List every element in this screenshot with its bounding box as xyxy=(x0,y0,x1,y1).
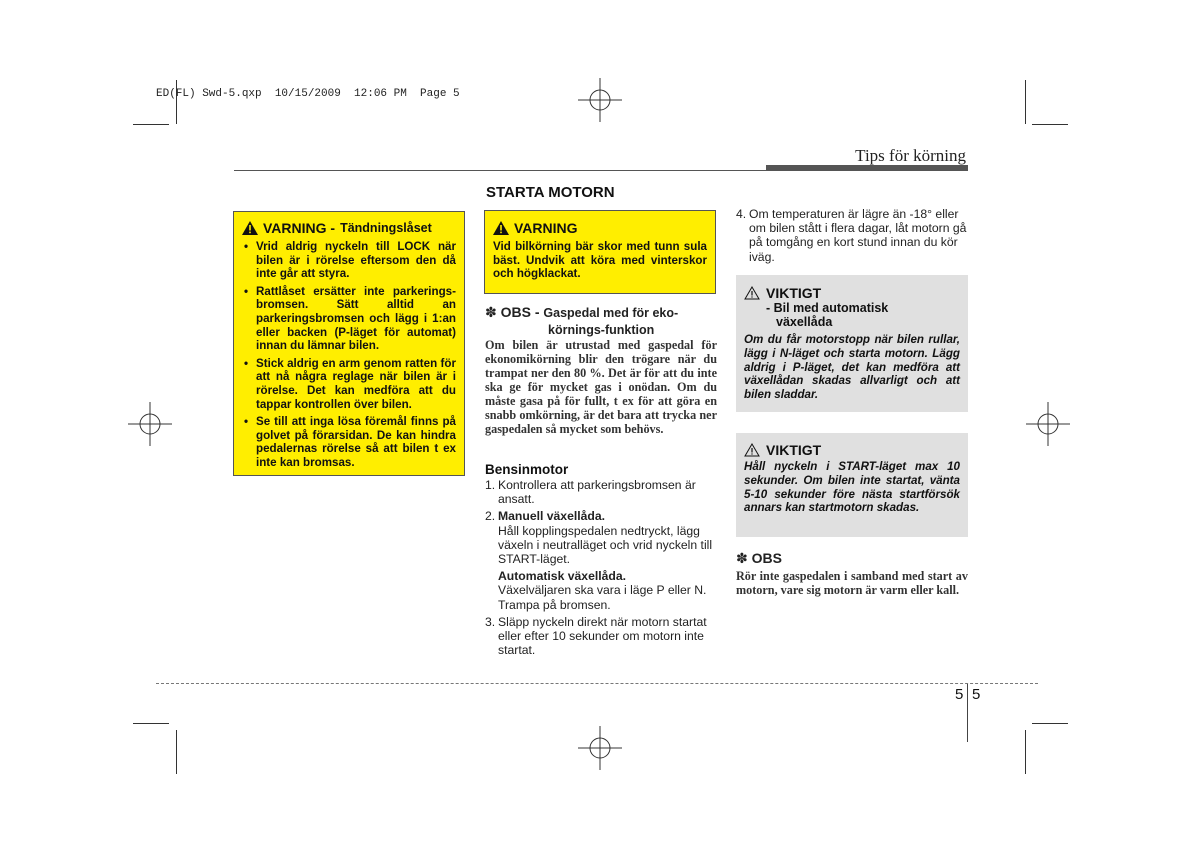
step-bold-label: Automatisk växellåda. xyxy=(498,569,627,584)
obs-sublabel: Gaspedal med för eko- xyxy=(543,306,679,320)
step-text: Kontrollera att parkeringsbromsen är ansatt. xyxy=(498,478,696,507)
section-title: STARTA MOTORN xyxy=(486,184,615,201)
notice-box-start-key xyxy=(736,433,968,537)
warning-text: Vid bilkörning bär skor med tunn sula bäst. Undvik att köra med vinterskor och högklackat. xyxy=(493,240,707,281)
caution-triangle-icon xyxy=(744,286,760,300)
footer-rule xyxy=(156,683,1038,684)
caution-triangle-icon xyxy=(744,443,760,457)
obs-label: OBS - xyxy=(500,304,540,320)
notice-box-automatic xyxy=(736,275,968,412)
warning-label: VARNING xyxy=(514,220,578,236)
warning-item: • Se till att inga lösa föremål finns på golvet på förarsidan. De kan hindra pedalernas rörelse så att bilen t ex inte kan bromsas. xyxy=(242,415,456,469)
warning-list xyxy=(242,240,456,470)
step-4 xyxy=(736,207,968,267)
notice-sublabel: växellåda xyxy=(776,315,833,329)
registration-mark-icon xyxy=(578,78,622,122)
warning-triangle-icon xyxy=(493,221,509,235)
obs-text: Om bilen är utrustad med gaspedal för ekonomikörning blir den trögare när du trampat ner den 80 %. Det är för att du inte ska ge för mycket gas i onödan. Om du måste gasa på för fullt, t ex för att göra en snabb omkörning, är det bara att trycka ner gaspedalen så mycket som behövs. xyxy=(485,338,717,436)
warning-box-shoes xyxy=(484,210,716,294)
registration-mark-icon xyxy=(1026,402,1070,446)
obs-symbol-icon: ✽ xyxy=(485,304,497,320)
step-item xyxy=(485,615,717,658)
step-text: Släpp nyckeln direkt när motorn startat eller efter 10 sekunder om motorn inte startat. xyxy=(498,614,707,658)
step-item xyxy=(736,207,968,264)
obs-gas-pedal xyxy=(485,304,717,436)
obs-gas-start xyxy=(736,550,968,597)
step-number: 3. xyxy=(485,614,496,629)
registration-mark-icon xyxy=(578,726,622,770)
crop-mark xyxy=(176,80,177,124)
warning-item: • Stick aldrig en arm genom ratten för att nå några reglage när bilen är i rörelse. Det kan medföra att du tappar kontrollen över bilen. xyxy=(242,357,456,411)
warning-item: • Vrid aldrig nyckeln till LOCK när bilen är i rörelse eftersom den då inte går att styra. xyxy=(242,240,456,281)
crop-mark xyxy=(133,723,169,724)
bensinmotor-section xyxy=(485,462,717,660)
warning-heading xyxy=(493,220,707,236)
warning-box-ignition xyxy=(233,211,465,476)
crop-mark xyxy=(133,124,169,125)
header-rule-accent xyxy=(766,165,968,171)
crop-mark xyxy=(1025,730,1026,774)
obs-label: OBS xyxy=(751,550,782,566)
obs-heading xyxy=(485,304,717,321)
warning-item: • Rattlåset ersätter inte parkerings-bromsen. Sätt alltid an parkeringsbromsen och lägg i 1:an eller backen (P-läget för automat) innan du lämnar bilen. xyxy=(242,285,456,353)
step-text: Om temperaturen är lägre än -18° eller om bilen stått i flera dagar, låt motorn gå på tomgång en kort stund innan du kör iväg. xyxy=(749,207,967,264)
chapter-number: 5 xyxy=(955,686,964,703)
registration-mark-icon xyxy=(128,402,172,446)
step-item xyxy=(485,569,717,612)
bensinmotor-heading: Bensinmotor xyxy=(485,462,569,477)
notice-text: Håll nyckeln i START-läget max 10 sekunder. Om bilen inte startat, vänta 5-10 sekunder före nästa startförsök annars kan startmotorn skadas. xyxy=(744,460,960,515)
file-meta-line: ED(FL) Swd-5.qxp 10/15/2009 12:06 PM Page 5 xyxy=(156,88,460,100)
notice-label: VIKTIGT xyxy=(766,442,822,458)
obs-symbol-icon: ✽ xyxy=(736,550,748,566)
step-text: Växelväljaren ska vara i läge P eller N. Trampa på bromsen. xyxy=(498,583,707,612)
step-number: 1. xyxy=(485,478,496,492)
obs-heading-line2 xyxy=(485,321,717,337)
step-item xyxy=(485,478,717,506)
notice-label: VIKTIGT xyxy=(766,285,822,301)
obs-sublabel: körnings-funktion xyxy=(548,323,655,337)
obs-heading xyxy=(736,550,968,567)
notice-heading xyxy=(744,442,960,458)
crop-mark xyxy=(176,730,177,774)
notice-heading xyxy=(744,285,960,301)
warning-sublabel: Tändningslåset xyxy=(340,221,432,235)
step-text: Håll kopplingspedalen nedtryckt, lägg växeln i neutralläget och vrid nyckeln till START-läget. xyxy=(498,523,713,567)
step-number: 2. xyxy=(485,509,496,524)
step-number: 4. xyxy=(736,207,747,221)
warning-label: VARNING - xyxy=(263,220,336,236)
warning-triangle-icon xyxy=(242,221,258,235)
crop-mark xyxy=(1025,80,1026,124)
step-bold-label: Manuell växellåda. xyxy=(498,509,606,524)
notice-sublabel: - Bil med automatisk xyxy=(766,301,889,315)
notice-text: Om du får motorstopp när bilen rullar, lägg i N-läget och starta motorn. Lägg aldrig i P-läget, det kan medföra att växellådan skadas allvarligt och att bilen sladdar. xyxy=(744,333,960,402)
crop-mark xyxy=(1032,124,1068,125)
page-number: 5 xyxy=(972,686,981,703)
chapter-header-title: Tips för körning xyxy=(855,146,966,165)
crop-mark xyxy=(1032,723,1068,724)
warning-heading xyxy=(242,220,456,236)
obs-text: Rör inte gaspedalen i samband med start av motorn, vare sig motorn är varm eller kall. xyxy=(736,569,968,597)
page-number-separator xyxy=(967,684,968,742)
step-item xyxy=(485,509,717,566)
